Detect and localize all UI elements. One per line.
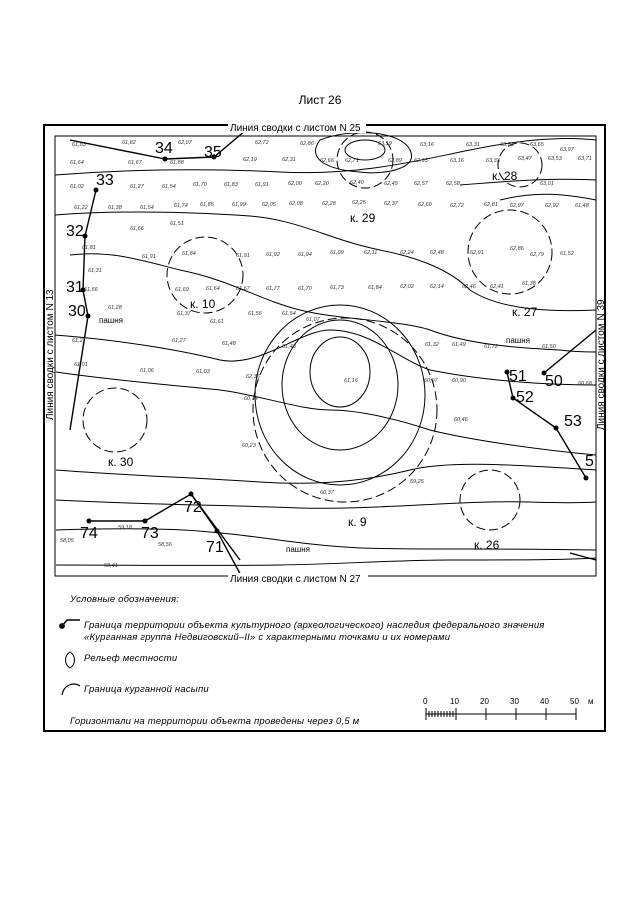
mound-label-28: к. 28 — [492, 169, 518, 183]
contour-lines — [55, 133, 596, 566]
spot-elevation: 62,46 — [462, 284, 476, 290]
scale-tick: 50 — [570, 697, 579, 706]
edge-label-top: Линия сводки с листом N 25 — [230, 123, 361, 134]
spot-elevation: 62,79 — [530, 252, 544, 258]
spot-elevation: 60,74 — [244, 396, 258, 402]
scale-tick: 0 — [423, 697, 428, 706]
legend-contour-note: Горизонтали на территории объекта проведены через 0,5 м — [70, 716, 360, 727]
spot-elevation: 61,64 — [206, 286, 220, 292]
spot-elevation: 62,37 — [384, 201, 398, 207]
point-52: 52 — [516, 389, 534, 406]
spot-elevation: 62,41 — [490, 284, 504, 290]
spot-elevation: 58,41 — [104, 563, 118, 569]
spot-elevation: 61,83 — [72, 142, 86, 148]
edge-label-left: Линия сводки с листом N 13 — [45, 289, 56, 420]
spot-elevation: 63,16 — [450, 158, 464, 164]
spot-elevation: 61,54 — [162, 184, 176, 190]
spot-elevation: 61,83 — [224, 182, 238, 188]
spot-elevation: 62,91 — [470, 250, 484, 256]
legend-symbols — [60, 620, 80, 695]
scale-tick: 30 — [510, 697, 519, 706]
spot-elevation: 61,91 — [255, 182, 269, 188]
spot-elevation: 61,74 — [174, 203, 188, 209]
spot-elevation: 61,92 — [266, 252, 280, 258]
spot-elevation: 62,31 — [282, 157, 296, 163]
spot-elevation: 62,45 — [384, 181, 398, 187]
area-label-arable: пашня — [286, 545, 310, 554]
spot-elevation: 58,56 — [158, 542, 172, 548]
spot-elevation: 62,07 — [178, 140, 192, 146]
point-34: 34 — [155, 140, 173, 157]
spot-elevation: 62,81 — [484, 202, 498, 208]
mound-label-27: к. 27 — [512, 305, 538, 319]
mound-label-10: к. 10 — [190, 297, 216, 311]
point-35: 35 — [204, 144, 222, 161]
spot-elevation: 61,22 — [74, 205, 88, 211]
legend-relief: Рельеф местности — [84, 653, 178, 664]
spot-elevation: 61,64 — [70, 160, 84, 166]
point-32: 32 — [66, 223, 84, 240]
spot-elevation: 61,99 — [330, 250, 344, 256]
point-71: 71 — [206, 539, 224, 556]
spot-elevation: 61,48 — [575, 203, 589, 209]
scale-tick: 20 — [480, 697, 489, 706]
spot-elevation: 61,21 — [72, 338, 86, 344]
spot-elevation: 61,56 — [84, 287, 98, 293]
scale-tick: 10 — [450, 697, 459, 706]
area-label-arable: пашня — [99, 316, 123, 325]
mound-26 — [460, 470, 520, 530]
spot-elevation: 63,97 — [560, 147, 574, 153]
scale-bar — [426, 708, 576, 720]
mound-label-29: к. 29 — [350, 211, 376, 225]
spot-elevation: 62,11 — [364, 250, 378, 256]
spot-elevation: 61,48 — [222, 341, 236, 347]
spot-elevation: 60,68 — [578, 381, 592, 387]
spot-elevation: 61,27 — [130, 184, 144, 190]
mound-legend-icon — [62, 684, 80, 695]
spot-elevation: 62,36 — [246, 374, 260, 380]
spot-elevation: 62,00 — [288, 181, 302, 187]
mound-label-26: к. 26 — [474, 538, 500, 552]
point-33: 33 — [96, 172, 114, 189]
spot-elevation: 60,46 — [454, 417, 468, 423]
spot-elevation: 61,16 — [344, 378, 358, 384]
mound-label-30: к. 30 — [108, 455, 134, 469]
point-53: 53 — [564, 413, 582, 430]
edge-label-right: Линия сводки с листом N 39 — [596, 299, 607, 430]
spot-elevation: 62,05 — [262, 202, 276, 208]
spot-elevation: 61,88 — [170, 160, 184, 166]
spot-elevation: 63,81 — [500, 142, 514, 148]
spot-elevations — [60, 140, 593, 569]
mound-30 — [83, 388, 147, 452]
edge-labels — [45, 122, 607, 585]
spot-elevation: 61,28 — [108, 305, 122, 311]
spot-elevation: 62,89 — [388, 158, 402, 164]
spot-elevation: 61,43 — [282, 344, 296, 350]
spot-elevation: 62,19 — [243, 157, 257, 163]
point-74: 74 — [80, 525, 98, 542]
spot-elevation: 61,49 — [452, 342, 466, 348]
point-31: 31 — [66, 279, 84, 296]
spot-elevation: 62,57 — [414, 181, 428, 187]
mound-label-9: к. 9 — [348, 515, 367, 529]
legend-boundary-line2: «Курганная группа Недвиговский–II» с характерными точками и их номерами — [84, 632, 451, 643]
spot-elevation: 60,90 — [452, 378, 466, 384]
spot-elevation: 61,03 — [196, 369, 210, 375]
spot-elevation: 63,71 — [578, 156, 592, 162]
spot-elevation: 61,38 — [108, 205, 122, 211]
edge-label-bottom: Линия сводки с листом N 27 — [230, 574, 361, 585]
point-50: 50 — [545, 373, 563, 390]
spot-elevation: 62,14 — [430, 284, 444, 290]
spot-elevation: 61,70 — [193, 182, 207, 188]
spot-elevation: 61,01 — [74, 362, 88, 368]
mound-boundaries — [83, 132, 552, 530]
spot-elevation: 62,97 — [510, 203, 524, 209]
spot-elevation: 61,56 — [248, 311, 262, 317]
spot-elevation: 63,19 — [378, 141, 392, 147]
scale-tick: 40 — [540, 697, 549, 706]
spot-elevation: 63,01 — [540, 181, 554, 187]
spot-elevation: 61,52 — [560, 251, 574, 257]
spot-elevation: 63,33 — [486, 158, 500, 164]
spot-elevation: 63,31 — [466, 142, 480, 148]
spot-elevation: 63,47 — [518, 156, 532, 162]
spot-elevation: 61,84 — [182, 251, 196, 257]
spot-elevation: 62,08 — [289, 201, 303, 207]
spot-elevation: 61,84 — [368, 285, 382, 291]
spot-elevation: 62,02 — [400, 284, 414, 290]
spot-elevation: 61,85 — [200, 202, 214, 208]
spot-elevation: 61,67 — [236, 286, 250, 292]
spot-elevation: 62,48 — [430, 250, 444, 256]
point-72: 72 — [184, 499, 202, 516]
legend-boundary-line1: Граница территории объекта культурного (археологического) наследия федерального значения — [84, 620, 545, 631]
boundary-legend-icon — [60, 620, 80, 628]
spot-elevation: 61,81 — [82, 245, 96, 251]
spot-elevation: 59,18 — [118, 525, 132, 531]
spot-elevation: 63,65 — [530, 142, 544, 148]
spot-elevation: 62,20 — [315, 181, 329, 187]
spot-elevation: 61,50 — [542, 344, 556, 350]
spot-elevation: 61,72 — [484, 344, 498, 350]
spot-elevation: 62,28 — [322, 201, 336, 207]
spot-elevation: 61,94 — [298, 252, 312, 258]
spot-elevation: 62,25 — [352, 200, 366, 206]
spot-elevation: 62,60 — [418, 202, 432, 208]
spot-elevation: 62,86 — [300, 141, 314, 147]
spot-elevation: 61,69 — [175, 287, 189, 293]
spot-elevation: 62,72 — [450, 203, 464, 209]
spot-elevation: 61,54 — [140, 205, 154, 211]
spot-elevation: 61,54 — [282, 311, 296, 317]
spot-elevation: 61,67 — [128, 160, 142, 166]
spot-elevation: 61,27 — [172, 338, 186, 344]
spot-elevation: 58,05 — [60, 538, 74, 544]
spot-elevation: 62,71 — [345, 158, 359, 164]
spot-elevation: 61,99 — [232, 202, 246, 208]
spot-elevation: 61,66 — [130, 226, 144, 232]
spot-elevation: 61,07 — [306, 317, 320, 323]
spot-elevation: 61,37 — [177, 311, 191, 317]
point-30: 30 — [68, 303, 86, 320]
spot-elevation: 61,91 — [142, 254, 156, 260]
point-5: 5 — [585, 453, 594, 470]
spot-elevation: 63,53 — [548, 156, 562, 162]
scale-unit: м — [588, 697, 594, 706]
spot-elevation: 61,77 — [266, 286, 280, 292]
scale-ticks — [423, 697, 594, 706]
spot-elevation: 61,61 — [210, 319, 224, 325]
spot-elevation: 62,40 — [350, 180, 364, 186]
spot-elevation: 63,16 — [420, 142, 434, 148]
area-label-arable: пашня — [506, 336, 530, 345]
spot-elevation: 61,06 — [140, 368, 154, 374]
sheet-title: Лист 26 — [298, 93, 342, 107]
spot-elevation: 62,86 — [510, 246, 524, 252]
point-73: 73 — [141, 525, 159, 542]
spot-elevation: 62,72 — [255, 140, 269, 146]
spot-elevation: 60,23 — [242, 443, 256, 449]
spot-elevation: 62,93 — [414, 158, 428, 164]
spot-elevation: 60,37 — [320, 490, 334, 496]
spot-elevation: 61,02 — [70, 184, 84, 190]
spot-elevation: 61,31 — [88, 268, 102, 274]
spot-elevation: 61,82 — [122, 140, 136, 146]
spot-elevation: 61,51 — [170, 221, 184, 227]
spot-elevation: 61,38 — [522, 281, 536, 287]
legend-mound: Граница курганной насыпи — [84, 684, 209, 695]
spot-elevation: 62,58 — [446, 181, 460, 187]
area-labels — [99, 316, 530, 554]
mound-9 — [253, 318, 437, 502]
relief-legend-icon — [66, 652, 75, 668]
spot-elevation: 61,70 — [298, 286, 312, 292]
spot-elevation: 62,92 — [545, 203, 559, 209]
legend-heading: Условные обозначения: — [70, 594, 180, 605]
spot-elevation: 62,24 — [400, 250, 414, 256]
spot-elevation: 60,97 — [424, 378, 438, 384]
spot-elevation: 61,73 — [330, 285, 344, 291]
spot-elevation: 61,91 — [236, 253, 250, 259]
point-51: 51 — [509, 368, 527, 385]
spot-elevation: 61,32 — [425, 342, 439, 348]
spot-elevation: 62,66 — [320, 158, 334, 164]
spot-elevation: 59,25 — [410, 479, 424, 485]
